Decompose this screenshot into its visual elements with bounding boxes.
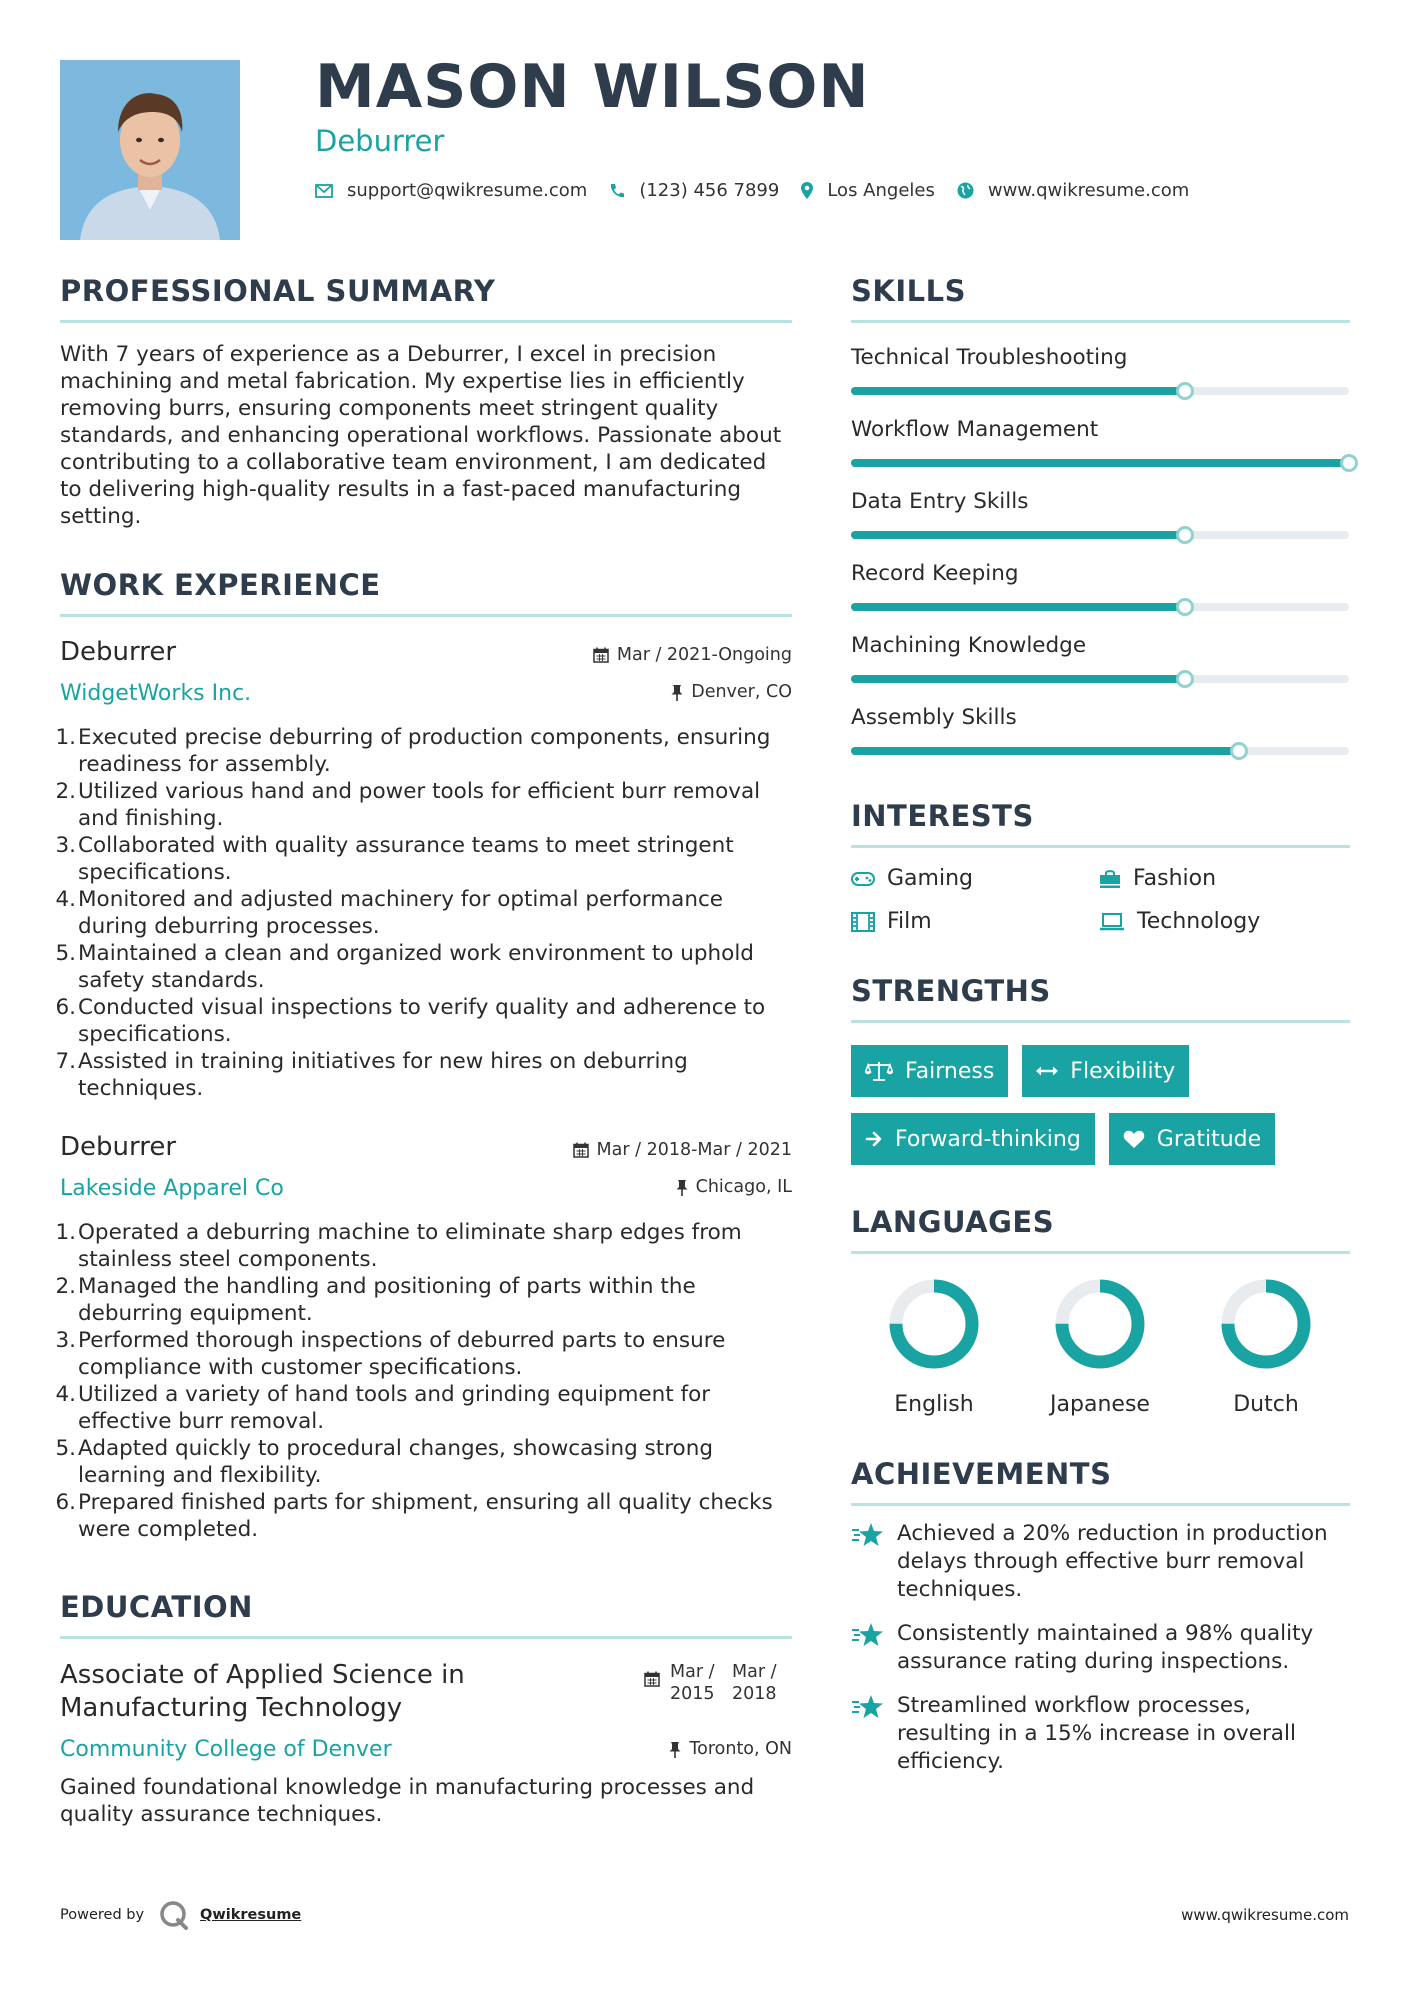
achievements-heading: ACHIEVEMENTS — [851, 1457, 1112, 1491]
skill-bar — [851, 531, 1349, 539]
skill-item — [851, 345, 1350, 395]
globe-icon — [957, 182, 974, 199]
trophy-star-icon — [851, 1694, 885, 1720]
contact-location — [801, 180, 935, 201]
languages-list — [851, 1278, 1350, 1417]
achievement-item — [851, 1520, 1350, 1604]
skill-bar-knob — [1176, 382, 1194, 400]
strength-label: Forward-thinking — [895, 1126, 1081, 1152]
list-item: 5. Maintained a clean and organized work environment to uphold safety standards. — [55, 941, 754, 993]
interest-item — [851, 866, 1099, 891]
job-location — [676, 1177, 792, 1197]
job-title: Deburrer — [60, 1132, 177, 1162]
candidate-role: Deburrer — [315, 124, 445, 158]
skills-list — [851, 345, 1350, 755]
skill-item — [851, 705, 1350, 755]
language-name: Japanese — [1050, 1392, 1150, 1417]
calendar-icon — [644, 1671, 660, 1687]
skill-bar-fill — [851, 747, 1239, 755]
skill-name: Technical Troubleshooting — [851, 345, 1128, 370]
experience-section — [55, 568, 792, 1543]
film-icon — [851, 912, 875, 932]
contact-email-text: support@qwikresume.com — [347, 180, 588, 201]
strength-label: Gratitude — [1156, 1126, 1262, 1152]
contact-bar — [315, 180, 1211, 201]
footer-powered-by — [60, 1900, 301, 1930]
interest-item — [1099, 866, 1347, 891]
achievements-list — [851, 1520, 1350, 1776]
strength-label: Fairness — [905, 1058, 995, 1084]
list-item: 3. Collaborated with quality assurance teams to meet stringent specifications. — [55, 833, 734, 885]
section-divider — [851, 1020, 1350, 1023]
skill-bar-knob — [1230, 742, 1248, 760]
list-item: 1. Executed precise deburring of production components, ensuring readiness for assembly. — [55, 725, 771, 777]
contact-phone-text: (123) 456 7899 — [639, 180, 780, 201]
education-end: Mar / 2018 — [732, 1662, 777, 1704]
achievement-text: Consistently maintained a 98% quality assurance rating during inspections. — [897, 1621, 1314, 1674]
education-heading: EDUCATION — [60, 1590, 253, 1624]
section-divider — [851, 1503, 1350, 1506]
skill-bar-knob — [1176, 526, 1194, 544]
pushpin-icon — [676, 1179, 688, 1196]
skills-section — [851, 274, 1350, 755]
laptop-icon — [1099, 913, 1125, 931]
achievements-section — [851, 1457, 1350, 1776]
language-item — [851, 1278, 1017, 1417]
contact-phone[interactable] — [609, 180, 779, 201]
trophy-star-icon — [851, 1522, 885, 1548]
section-divider — [60, 1636, 792, 1639]
strength-tag — [1109, 1113, 1275, 1165]
arrow-right-icon — [865, 1130, 883, 1148]
job-location — [671, 682, 792, 702]
list-item: 5. Adapted quickly to procedural changes, showcasing strong learning and flexibility. — [55, 1436, 713, 1488]
profile-photo — [60, 60, 240, 240]
skill-bar — [851, 747, 1349, 755]
section-divider — [60, 320, 792, 323]
strengths-heading: STRENGTHS — [851, 974, 1051, 1008]
skill-bar-fill — [851, 387, 1185, 395]
skills-heading: SKILLS — [851, 274, 966, 308]
job-entry — [55, 637, 792, 1102]
contact-location-text: Los Angeles — [827, 180, 935, 201]
job-bullets — [55, 1219, 792, 1543]
interests-section — [851, 799, 1350, 934]
interest-item — [851, 909, 1099, 934]
language-item — [1017, 1278, 1183, 1417]
summary-section — [60, 274, 792, 530]
qwikresume-logo-icon — [158, 1900, 192, 1930]
skill-name: Record Keeping — [851, 561, 1019, 586]
arrows-horizontal-icon — [1036, 1065, 1058, 1077]
summary-heading: PROFESSIONAL SUMMARY — [60, 274, 496, 308]
section-divider — [851, 845, 1350, 848]
skill-bar — [851, 675, 1349, 683]
education-entry — [60, 1659, 792, 1828]
skill-bar — [851, 459, 1349, 467]
skill-item — [851, 633, 1350, 683]
right-column — [851, 274, 1350, 1776]
degree-title: Associate of Applied Science in Manufacturing Technology — [60, 1660, 465, 1723]
powered-by-label: Powered by — [60, 1907, 145, 1923]
list-item: 4. Utilized a variety of hand tools and grinding equipment for effective burr removal. — [55, 1382, 711, 1434]
map-marker-icon — [801, 182, 813, 199]
experience-heading: WORK EXPERIENCE — [60, 568, 381, 602]
calendar-icon — [573, 1142, 589, 1158]
list-item: 7. Assisted in training initiatives for new hires on deburring techniques. — [55, 1049, 688, 1101]
pushpin-icon — [671, 684, 683, 701]
skill-bar-fill — [851, 531, 1185, 539]
education-location — [669, 1739, 792, 1759]
interest-label: Film — [887, 909, 932, 934]
education-dates — [644, 1661, 784, 1705]
list-item: 6. Conducted visual inspections to verify quality and adherence to specifications. — [55, 995, 766, 1047]
skill-bar-fill — [851, 675, 1185, 683]
trophy-star-icon — [851, 1622, 885, 1648]
achievement-item — [851, 1692, 1350, 1776]
language-progress-ring — [888, 1278, 980, 1370]
interests-list — [851, 866, 1350, 934]
list-item: 1. Operated a deburring machine to eliminate sharp edges from stainless steel components. — [55, 1220, 742, 1272]
skill-bar-fill — [851, 459, 1349, 467]
skill-item — [851, 561, 1350, 611]
section-divider — [851, 1251, 1350, 1254]
language-name: Dutch — [1233, 1392, 1299, 1417]
gamepad-icon — [851, 871, 875, 887]
education-section — [60, 1590, 792, 1828]
contact-email[interactable] — [315, 180, 587, 201]
interest-item — [1099, 909, 1347, 934]
skill-name: Data Entry Skills — [851, 489, 1029, 514]
language-progress-ring — [1220, 1278, 1312, 1370]
language-item — [1183, 1278, 1349, 1417]
section-divider — [851, 320, 1350, 323]
skill-name: Assembly Skills — [851, 705, 1017, 730]
skill-bar — [851, 603, 1349, 611]
list-item: 6. Prepared finished parts for shipment, ensuring all quality checks were completed. — [55, 1490, 773, 1542]
list-item: 3. Performed thorough inspections of deburred parts to ensure compliance with customer specifications. — [55, 1328, 726, 1380]
skill-name: Machining Knowledge — [851, 633, 1087, 658]
achievement-text: Streamlined workflow processes, resulting in a 15% increase in overall efficiency. — [897, 1693, 1296, 1774]
skill-item — [851, 489, 1350, 539]
job-dates-text: Mar / 2021-Ongoing — [616, 645, 792, 665]
job-location-text: Chicago, IL — [695, 1177, 792, 1197]
job-dates — [593, 645, 792, 665]
strengths-list — [851, 1045, 1350, 1181]
candidate-name: MASON WILSON — [315, 52, 870, 122]
calendar-icon — [593, 647, 609, 663]
left-column — [55, 274, 792, 1827]
skill-name: Workflow Management — [851, 417, 1099, 442]
company-name: Lakeside Apparel Co — [60, 1176, 284, 1201]
interest-label: Gaming — [887, 866, 973, 891]
envelope-icon — [315, 184, 333, 198]
shopping-bag-icon — [1099, 869, 1121, 889]
achievement-text: Achieved a 20% reduction in production delays through effective burr removal techniques. — [897, 1521, 1328, 1602]
skill-bar — [851, 387, 1349, 395]
skill-bar-knob — [1340, 454, 1358, 472]
list-item: 2. Managed the handling and positioning of parts within the deburring equipment. — [55, 1274, 696, 1326]
list-item: 4. Monitored and adjusted machinery for optimal performance during deburring processes. — [55, 887, 724, 939]
skill-bar-knob — [1176, 598, 1194, 616]
job-entry — [55, 1132, 792, 1543]
skill-item — [851, 417, 1350, 467]
strength-label: Flexibility — [1070, 1058, 1176, 1084]
interest-label: Technology — [1137, 909, 1261, 934]
language-progress-ring — [1054, 1278, 1146, 1370]
strength-tag — [851, 1113, 1095, 1165]
strength-tag — [1022, 1045, 1189, 1097]
interest-label: Fashion — [1133, 866, 1217, 891]
summary-text: With 7 years of experience as a Deburrer, I excel in precision machining and metal fabrication. My expertise lies in efficiently removing burrs, ensuring components meet stringent quality standards, and enhancing operational workflows. Passionate about contributing to a collaborative team environment, I am dedicated to delivering high-quality results in a fast-paced manufacturing setting. — [60, 342, 782, 529]
list-item: 2. Utilized various hand and power tools for efficient burr removal and finishing. — [55, 779, 761, 831]
section-divider — [60, 614, 792, 617]
heart-icon — [1123, 1130, 1145, 1149]
skill-bar-fill — [851, 603, 1185, 611]
job-dates-text: Mar / 2018-Mar / 2021 — [596, 1140, 792, 1160]
company-name: WidgetWorks Inc. — [60, 681, 252, 706]
strength-tag — [851, 1045, 1008, 1097]
education-location-text: Toronto, ON — [689, 1739, 792, 1759]
pushpin-icon — [669, 1741, 681, 1758]
job-location-text: Denver, CO — [691, 682, 792, 702]
education-description: Gained foundational knowledge in manufacturing processes and quality assurance techniques. — [60, 1775, 755, 1827]
job-title: Deburrer — [60, 637, 177, 667]
balance-scale-icon — [865, 1060, 893, 1082]
phone-icon — [609, 183, 625, 199]
language-name: English — [894, 1392, 974, 1417]
footer-website[interactable]: www.qwikresume.com — [1181, 1906, 1349, 1924]
education-start: Mar / 2015 — [670, 1662, 715, 1704]
job-dates — [573, 1140, 792, 1160]
skill-bar-knob — [1176, 670, 1194, 688]
contact-website-text: www.qwikresume.com — [987, 180, 1190, 201]
languages-section — [851, 1205, 1350, 1417]
languages-heading: LANGUAGES — [851, 1205, 1055, 1239]
interests-heading: INTERESTS — [851, 799, 1034, 833]
job-bullets — [55, 724, 792, 1102]
contact-website[interactable] — [957, 180, 1189, 201]
achievement-item — [851, 1620, 1350, 1676]
qwikresume-link[interactable]: Qwikresume — [200, 1907, 302, 1923]
school-name: Community College of Denver — [60, 1737, 392, 1762]
strengths-section — [851, 974, 1350, 1181]
